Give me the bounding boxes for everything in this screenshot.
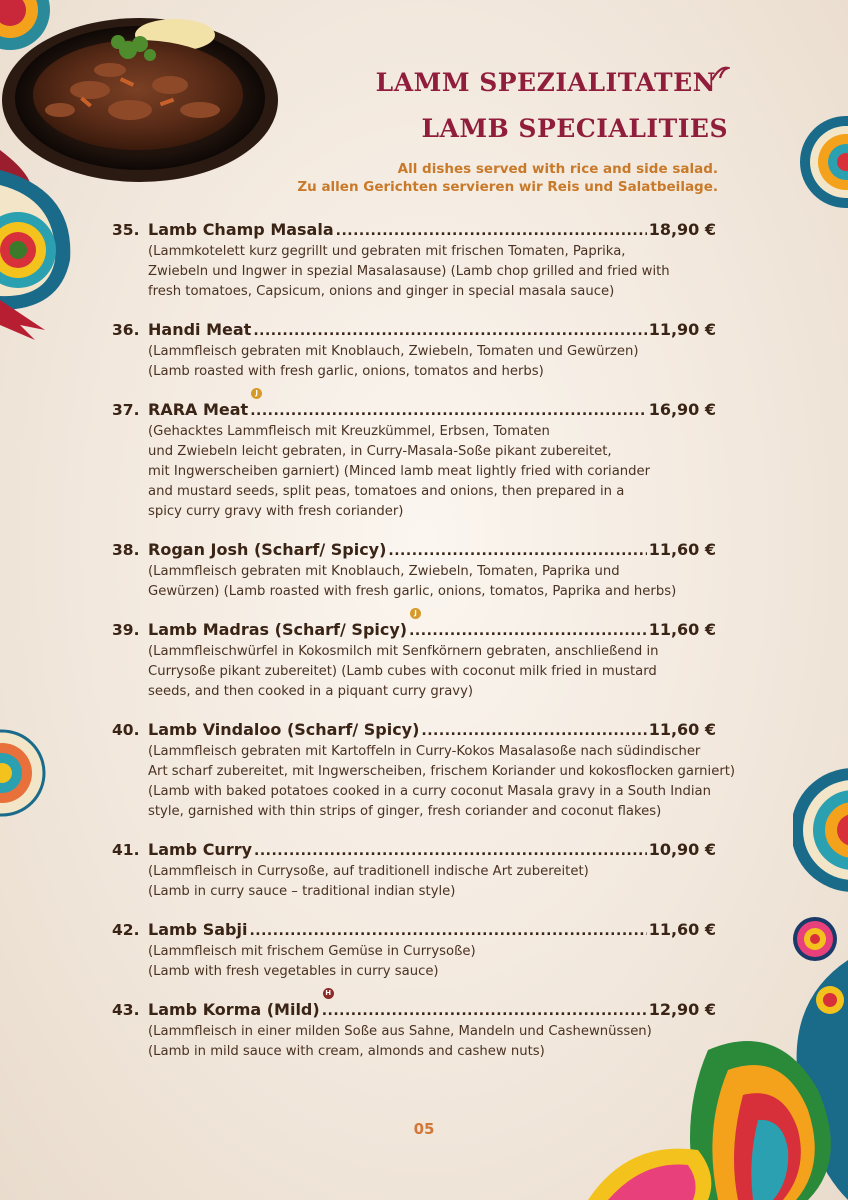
menu-item: [112, 989, 716, 1062]
menu-item: [112, 720, 736, 822]
item-price: 18,90 €: [648, 220, 716, 239]
item-number: 40.: [112, 721, 140, 739]
page-number: 05: [413, 1120, 435, 1138]
item-name: Lamb Sabji: [148, 920, 248, 939]
item-name: [148, 389, 258, 419]
description-line: (Lamb in mild sauce with cream, almonds and cashew nuts): [148, 1044, 545, 1059]
flower-ornament: [792, 916, 838, 962]
mandala-ornament-left-middle: [0, 728, 48, 818]
dot-leader: [322, 1003, 647, 1019]
description-line: (Lammfleisch in Currysoße, auf traditionell indische Art zubereitet): [148, 864, 589, 879]
description-line: (Lammfleisch gebraten mit Knoblauch, Zwiebeln, Tomaten, Paprika und: [148, 564, 620, 579]
dot-leader: [249, 923, 646, 939]
item-price: 11,60 €: [648, 540, 716, 559]
item-description: [148, 942, 716, 982]
dietary-badge-icon: J: [251, 388, 262, 399]
item-description: [148, 642, 716, 702]
description-line: (Lammfleisch mit frischem Gemüse in Currysoße): [148, 944, 476, 959]
item-description: [148, 562, 716, 602]
item-number: 41.: [112, 841, 140, 859]
mandala-ornament-left: [0, 160, 80, 340]
item-description: [148, 342, 716, 382]
item-description: [148, 862, 716, 902]
item-price: 10,90 €: [648, 840, 716, 859]
item-price: 11,60 €: [648, 720, 716, 739]
dot-leader: [388, 543, 646, 559]
item-description: [148, 742, 736, 822]
dot-leader: [336, 223, 647, 239]
dot-leader: [253, 323, 646, 339]
item-name-text: Lamb Korma (Mild): [148, 1000, 320, 1019]
item-price: 11,60 €: [648, 620, 716, 639]
menu-item: [112, 220, 716, 302]
item-number: 37.: [112, 401, 140, 419]
description-line: style, garnished with thin strips of ginger, fresh coriander and coconut flakes): [148, 804, 662, 819]
item-name: Lamb Curry: [148, 840, 253, 859]
menu-item: [112, 840, 716, 902]
item-number: 43.: [112, 1001, 140, 1019]
title-english: LAMB SPECIALITIES: [421, 114, 728, 143]
description-line: Art scharf zubereitet, mit Ingwerscheiben, frischem Koriander und kokosflocken garniert): [148, 764, 736, 779]
mandala-ornament-right-upper: [798, 112, 848, 212]
description-line: seeds, and then cooked in a piquant curry gravy): [148, 684, 474, 699]
title-german: LAMM SPEZIALITATEN: [375, 68, 716, 97]
subtitle-english: All dishes served with rice and side salad.: [397, 161, 718, 177]
item-description: [148, 1022, 716, 1062]
mandala-ornament-top-left: [0, 0, 60, 60]
item-price: 12,90 €: [648, 1000, 716, 1019]
description-line: (Lammkotelett kurz gegrillt und gebraten mit frischen Tomaten, Paprika,: [148, 244, 626, 259]
dietary-badge-icon: J: [410, 608, 421, 619]
item-name: Lamb Champ Masala: [148, 220, 334, 239]
description-line: (Lammfleisch gebraten mit Kartoffeln in Curry-Kokos Masalasoße nach südindischer: [148, 744, 701, 759]
dot-leader: [421, 723, 646, 739]
menu-item: [112, 320, 716, 382]
description-line: (Lammfleischwürfel in Kokosmilch mit Senfkörnern gebraten, anschließend in: [148, 644, 659, 659]
description-line: (Lammfleisch in einer milden Soße aus Sahne, Mandeln und Cashewnüssen): [148, 1024, 652, 1039]
menu-item: [112, 389, 716, 522]
description-line: mit Ingwerscheiben garniert) (Minced lamb meat lightly fried with coriander: [148, 464, 651, 479]
description-line: Currysoße pikant zubereitet) (Lamb cubes with coconut milk fried in mustard: [148, 664, 657, 679]
item-description: [148, 422, 716, 522]
description-line: (Lamb in curry sauce – traditional indian style): [148, 884, 456, 899]
description-line: und Zwiebeln leicht gebraten, in Curry-Masala-Soße pikant zubereitet,: [148, 444, 612, 459]
menu-item: [112, 920, 716, 982]
description-line: Gewürzen) (Lamb roasted with fresh garlic, onions, tomatos, Paprika and herbs): [148, 584, 677, 599]
mandala-ornament-right-middle: [793, 760, 848, 900]
menu-item: [112, 540, 716, 602]
menu-list: [112, 220, 736, 1080]
item-price: 11,60 €: [648, 920, 716, 939]
dot-leader: [250, 403, 646, 419]
description-line: (Lamb with baked potatoes cooked in a curry coconut Masala gravy in a South Indian: [148, 784, 711, 799]
description-line: (Gehacktes Lammfleisch mit Kreuzkümmel, Erbsen, Tomaten: [148, 424, 550, 439]
item-name: [148, 609, 417, 639]
item-number: 42.: [112, 921, 140, 939]
item-price: 16,90 €: [648, 400, 716, 419]
item-number: 36.: [112, 321, 140, 339]
item-name-text: Lamb Madras (Scharf/ Spicy): [148, 620, 408, 639]
dot-leader: [409, 623, 647, 639]
item-description: [148, 242, 716, 302]
description-line: fresh tomatoes, Capsicum, onions and ginger in special masala sauce): [148, 284, 615, 299]
dot-leader: [254, 843, 647, 859]
item-number: 35.: [112, 221, 140, 239]
item-number: 38.: [112, 541, 140, 559]
description-line: (Lamb roasted with fresh garlic, onions, tomatos and herbs): [148, 364, 544, 379]
description-line: Zwiebeln und Ingwer in spezial Masalasause) (Lamb chop grilled and fried with: [148, 264, 670, 279]
menu-item: [112, 609, 716, 702]
description-line: (Lammfleisch gebraten mit Knoblauch, Zwiebeln, Tomaten und Gewürzen): [148, 344, 639, 359]
item-number: 39.: [112, 621, 140, 639]
subtitle: [297, 160, 718, 196]
subtitle-german: Zu allen Gerichten servieren wir Reis und Salatbeilage.: [297, 179, 718, 195]
item-name: [148, 989, 332, 1019]
item-name: Handi Meat: [148, 320, 252, 339]
item-name: Rogan Josh (Scharf/ Spicy): [148, 540, 387, 559]
description-line: spicy curry gravy with fresh coriander): [148, 504, 404, 519]
item-price: 11,90 €: [648, 320, 716, 339]
description-line: and mustard seeds, split peas, tomatoes and onions, then prepared in a: [148, 484, 625, 499]
item-name-text: RARA Meat: [148, 400, 249, 419]
dietary-badge-icon: H: [323, 988, 334, 999]
description-line: (Lamb with fresh vegetables in curry sauce): [148, 964, 439, 979]
item-name: Lamb Vindaloo (Scharf/ Spicy): [148, 720, 420, 739]
swash-ornament: [710, 64, 730, 84]
